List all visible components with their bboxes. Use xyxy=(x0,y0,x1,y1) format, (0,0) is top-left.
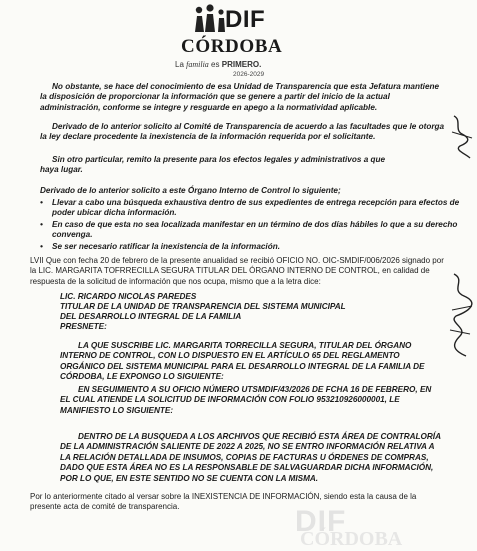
list-item xyxy=(40,198,462,219)
bullet-text: Llevar a cabo una búsqueda exhaustiva dentro de sus expedientes de entrega recepción para efectos de poder ubicar dicha información. xyxy=(52,198,460,218)
paragraph-sin-otro: Sin otro particular, remito la presente para los efectos legales y administrativos a que haya lugar. xyxy=(40,155,386,175)
paragraph-busqueda: DENTRO DE LA BUSQUEDA A LOS ARCHIVOS QUE RECIBIÓ ESTA ÁREA DE CONTRALORÍA DE LA ADMINISTRACIÓN SALIENTE DE 2022 A 2025, NO SE ENTRO INFORMACIÓN RELATIVA A LA RELACIÓN DETALLADA DE INSUMOS, COPIAS DE FACTURAS U ÓRDENES DE COMPRAS, DADO QUE ESTA ÁREA NO ES LA RESPONSABLE DE SALVAGUARDAR DICHA INFORMACIÓN, POR LO QUE, EN ESTE SENTIDO NO SE CUENTA CON LA MISMA. xyxy=(60,432,441,483)
paragraph-comite: Derivado de lo anterior solicito al Comité de Transparencia de acuerdo a las facultades que le otorga la ley declare procedente la inexistencia de la información requerida por el solicitante. xyxy=(40,122,445,142)
logo-tagline xyxy=(175,60,261,69)
bullet-text: Se ser necesario ratificar la inexistencia de la información. xyxy=(52,242,280,251)
paragraph-inexistencia: Por lo anteriormente citado al versar sobre la INEXISTENCIA DE INFORMACIÓN, siendo esta la causa de la presente acta de comité de transparencia. xyxy=(30,492,417,512)
bullet-icon: • xyxy=(40,242,43,251)
list-item xyxy=(40,220,462,241)
tagline-prefix: La xyxy=(175,60,184,69)
bullet-icon: • xyxy=(40,220,43,229)
bullet-icon: • xyxy=(40,198,43,207)
bullet-text: En caso de que esta no sea localizada manifestar en un término de dos días hábiles lo que a su derecho convenga. xyxy=(52,220,458,240)
addressee-line: DEL DESARROLLO INTEGRAL DE LA FAMILIA xyxy=(60,312,242,321)
logo-years: 2026-2029 xyxy=(233,71,265,78)
tagline-mid: es xyxy=(211,60,220,69)
family-figures-icon xyxy=(193,4,227,34)
logo-brand: DIF xyxy=(225,6,266,33)
addressee-line: PRESNETE: xyxy=(60,322,107,331)
tagline-bold: PRIMERO. xyxy=(221,60,262,69)
addressee-line: TITULAR DE LA UNIDAD DE TRANSPARENCIA DEL SISTEMA MUNICIPAL xyxy=(60,302,346,311)
paragraph-organo-control: Derivado de lo anterior solicito a este Órgano Interno de Control lo siguiente; xyxy=(40,186,341,195)
signature-mark-bottom xyxy=(446,270,476,360)
watermark-brand: DIF xyxy=(295,505,347,538)
list-item xyxy=(40,242,462,252)
tagline-italic: familia xyxy=(186,60,209,69)
paragraph-suscribe: LA QUE SUSCRIBE LIC. MARGARITA TORRECILLA SEGURA, TITULAR DEL ÓRGANO INTERNO DE CONTROL, CON LO DISPUESTO EN EL ARTÍCULO 65 DEL REGLAMENTO ORGÁNICO DEL SISTEMA MUNICIPAL PARA EL DESARROLLO INTEGRAL DE LA FAMILIA DE CÓRDOBA, LE EXPONGO LO SIGUIENTE: xyxy=(60,341,425,382)
addressee-line: LIC. RICARDO NICOLAS PAREDES xyxy=(60,292,197,301)
paragraph-jefatura: No obstante, se hace del conocimiento de esa Unidad de Transparencia que esta Jefatura mantiene la disposición de proporcionar la información que se genere a partir del inicio de la actual administración, conforme se integre y resguarde en apego a la normatividad aplicable. xyxy=(40,82,440,112)
paragraph-seguimiento: EN SEGUIMIENTO A SU OFICIO NÚMERO UTSMDIF/43/2026 DE FCHA 16 DE FEBRERO, EN EL CUAL ATIENDE LA SOLICITUD DE INFORMACIÓN CON FOLIO 953210926000001, LE MANIFIESTO LO SIGUIENTE: xyxy=(60,385,432,415)
logo-city: CÓRDOBA xyxy=(181,36,283,57)
signature-mark-top xyxy=(448,112,476,162)
paragraph-oficio-recibido: LVII Que con fecha 20 de febrero de la presente anualidad se recibió OFICIO NO. OIC-SMDIF/006/2026 signado por la LIC. MARGARITA TOFRRECILLA SEGURA TITULAR DEL ÓRGANO INTERNO DE CONTROL, en calidad de respuesta de la solicitud de información que nos ocupa, mismo que a la letra dice: xyxy=(30,256,444,286)
dif-cordoba-logo xyxy=(175,4,305,82)
watermark-city: CÓRDOBA xyxy=(300,528,403,550)
